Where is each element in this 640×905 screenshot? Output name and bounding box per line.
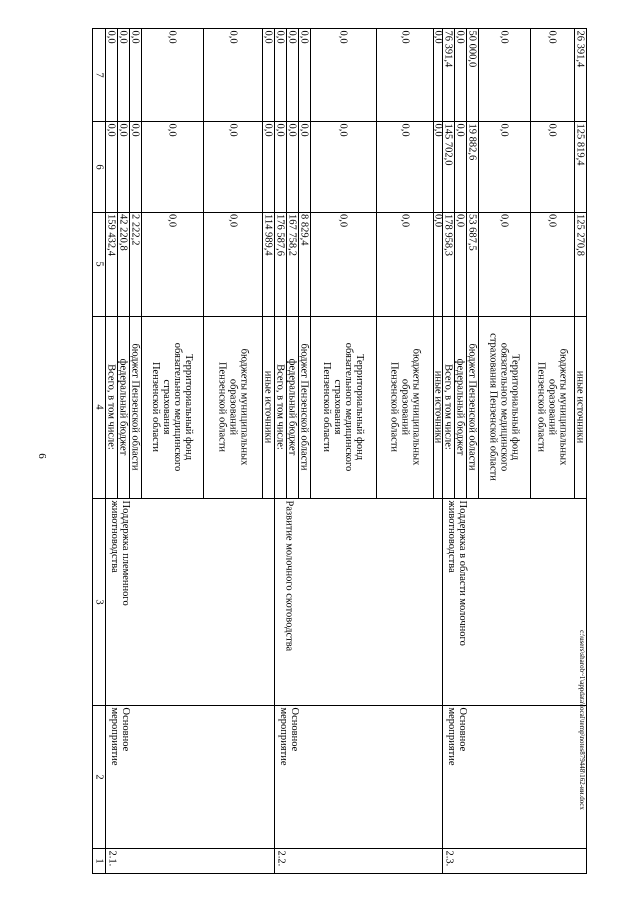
block-3-source-2	[454, 316, 466, 498]
header-col-4-text: 4	[93, 404, 104, 410]
block-2-source-2	[286, 316, 298, 498]
block-2-source-1-text: Всего, в том числе:	[274, 364, 286, 450]
block-2-value7-1	[274, 28, 286, 121]
block-1-value7-3	[129, 28, 141, 121]
block-3-type	[442, 705, 472, 848]
block-3-value6-2-text: 0,0	[454, 123, 466, 137]
block-2-value6-6-text: 0,0	[432, 123, 443, 137]
block-2-value5-3	[298, 212, 310, 316]
block-3-value6-4-text: 0,0	[498, 123, 510, 137]
block-1-source-4-text: Территориальный фонд обязательного медицинского страхования Пензенской области	[150, 342, 194, 472]
block-3-source-1-text: Всего, в том числе:	[442, 364, 454, 450]
block-1-source-1	[105, 316, 117, 498]
block-3-value7-6-text: 26 391,4	[574, 30, 586, 67]
block-3-value6-6	[574, 121, 586, 212]
block-2-number-text: 2.2.	[275, 850, 287, 866]
block-1-value5-2-text: 42 220,8	[117, 214, 129, 251]
block-2-value5-2-text: 167 758,2	[286, 214, 298, 256]
block-3-source-6-text: иные источники	[574, 370, 586, 444]
block-1-value6-5-text: 0,0	[227, 123, 238, 137]
block-3-source-2-text: федеральный бюджет	[454, 358, 466, 456]
block-3-value5-5	[530, 212, 574, 316]
block-2-value6-4	[310, 121, 376, 212]
block-2-source-5	[376, 316, 433, 498]
block-1-value7-6-text: 0,0	[262, 30, 274, 44]
block-3-value6-3-text: 19 882,6	[466, 123, 478, 160]
block-1-value5-1-text: 159 432,4	[105, 214, 117, 256]
block-2-value6-6	[433, 121, 442, 212]
block-2-value5-6	[433, 212, 442, 316]
block-3-type-text: Основное мероприятие	[446, 707, 468, 765]
block-3-value7-1-text: 76 391,4	[442, 30, 454, 67]
block-3-number-text: 2.3.	[443, 850, 455, 866]
block-3-value7-5-text: 0,0	[546, 30, 558, 44]
block-1-value5-6	[262, 212, 274, 316]
block-1-value6-2	[117, 121, 129, 212]
block-2-source-6-text: иные источники	[432, 370, 443, 444]
header-col-1	[92, 848, 105, 873]
block-2-value7-2-text: 0,0	[286, 30, 298, 44]
header-col-3	[92, 498, 105, 705]
block-1-value5-4-text: 0,0	[166, 214, 178, 228]
block-2-value5-1	[274, 212, 286, 316]
block-3-number	[442, 848, 456, 873]
block-2-value5-3-text: 8 829,4	[298, 214, 310, 246]
block-1-value5-5-text: 0,0	[227, 214, 238, 228]
block-1-name-text: Поддержка племенного животноводства	[109, 500, 131, 606]
block-1-value6-5	[203, 121, 262, 212]
block-3-value5-6	[574, 212, 586, 316]
block-3-value6-3	[466, 121, 478, 212]
block-1-value5-3	[129, 212, 141, 316]
block-1-value7-5	[203, 28, 262, 121]
block-1-value6-1	[105, 121, 117, 212]
block-2-value7-5-text: 0,0	[399, 30, 410, 44]
block-1-source-2	[117, 316, 129, 498]
block-3-name	[442, 498, 472, 705]
block-1-value5-5	[203, 212, 262, 316]
block-2-value5-1-text: 176 587,6	[274, 214, 286, 256]
table-rule	[92, 873, 587, 874]
header-col-3-text: 3	[93, 598, 104, 605]
block-2-value5-6-text: 0,0	[432, 214, 443, 228]
block-3-value6-2	[454, 121, 466, 212]
block-1-value6-2-text: 0,0	[117, 123, 129, 137]
block-3-source-5-text: бюджеты муниципальных образований Пензенской области	[535, 348, 569, 466]
block-2-value6-4-text: 0,0	[337, 123, 349, 137]
table-rule	[92, 498, 586, 499]
table-rule	[586, 28, 587, 873]
block-1-value5-4	[141, 212, 203, 316]
block-2-source-3	[298, 316, 310, 498]
block-1-value5-2	[117, 212, 129, 316]
block-1-type	[105, 705, 135, 848]
block-2-value6-2-text: 0,0	[286, 123, 298, 137]
header-col-1-text: 1	[93, 857, 104, 864]
block-1-value7-5-text: 0,0	[227, 30, 238, 44]
block-3-source-4	[478, 316, 530, 498]
block-1-value7-4-text: 0,0	[166, 30, 178, 44]
block-3-value7-1	[442, 28, 454, 121]
block-3-value6-4	[478, 121, 530, 212]
block-1-value7-3-text: 0,0	[129, 30, 141, 44]
block-2-value5-5	[376, 212, 433, 316]
block-1-value7-1	[105, 28, 117, 121]
block-2-value6-1	[274, 121, 286, 212]
block-3-value7-2	[454, 28, 466, 121]
header-col-6	[92, 121, 105, 212]
block-3-source-3-text: бюджет Пензенской области	[466, 343, 478, 471]
block-1-value6-3	[129, 121, 141, 212]
header-col-2	[92, 705, 105, 848]
block-2-value5-4-text: 0,0	[337, 214, 349, 228]
block-1-value7-1-text: 0,0	[105, 30, 117, 44]
block-2-value6-1-text: 0,0	[274, 123, 286, 137]
block-2-value7-4-text: 0,0	[337, 30, 349, 44]
block-2-name-text: Развитие молочного скотоводства	[283, 500, 295, 651]
block-2-value6-5-text: 0,0	[399, 123, 410, 137]
block-2-type-text: Основное мероприятие	[278, 707, 300, 765]
block-3-value5-1-text: 178 958,3	[442, 214, 454, 256]
header-col-5-text: 5	[93, 261, 104, 267]
block-3-value5-3	[466, 212, 478, 316]
block-1-source-5-text: бюджеты муниципальных образований Пензенской области	[216, 348, 249, 466]
block-3-value6-1-text: 145 702,0	[442, 123, 454, 165]
block-3-source-5	[530, 316, 574, 498]
page-number: 6	[36, 453, 48, 459]
block-3-value7-4-text: 0,0	[498, 30, 510, 44]
block-2-value7-1-text: 0,0	[274, 30, 286, 44]
block-3-value6-1	[442, 121, 454, 212]
table-rule	[92, 848, 586, 849]
header-col-2-text: 2	[93, 773, 104, 780]
block-2-value5-5-text: 0,0	[399, 214, 410, 228]
block-3-source-3	[466, 316, 478, 498]
block-1-value7-2	[117, 28, 129, 121]
block-1-source-3-text: бюджет Пензенской области	[129, 343, 141, 471]
block-3-value6-5	[530, 121, 574, 212]
block-2-source-4-text: Территориальный фонд обязательного медицинского страхования Пензенской области	[321, 342, 365, 472]
block-2-value7-6	[433, 28, 442, 121]
block-1-name	[105, 498, 135, 705]
block-2-value7-2	[286, 28, 298, 121]
header-col-4	[92, 316, 105, 498]
block-1-source-3	[129, 316, 141, 498]
block-1-value6-3-text: 0,0	[129, 123, 141, 137]
block-3-value7-3	[466, 28, 478, 121]
block-3-value5-2	[454, 212, 466, 316]
header-col-7-text: 7	[93, 71, 104, 78]
block-1-value5-3-text: 2 222,2	[129, 214, 141, 246]
block-2-type	[274, 705, 304, 848]
block-2-source-1	[274, 316, 286, 498]
block-2-source-3-text: бюджет Пензенской области	[298, 343, 310, 471]
block-3-value5-6-text: 125 270,8	[574, 214, 586, 256]
block-3-value7-3-text: 50 000,0	[466, 30, 478, 67]
block-2-value7-4	[310, 28, 376, 121]
block-3-value5-4-text: 0,0	[498, 214, 510, 228]
file-path-footer: c:\users\sharob~1\appdata\local\temp\notes879448\162-ии.docx	[578, 630, 586, 810]
block-3-source-1	[442, 316, 454, 498]
block-1-value6-4	[141, 121, 203, 212]
block-3-value6-5-text: 0,0	[546, 123, 558, 137]
block-1-value7-2-text: 0,0	[117, 30, 129, 44]
block-3-value7-2-text: 0,0	[454, 30, 466, 44]
block-3-value5-2-text: 0,0	[454, 214, 466, 228]
block-1-value7-6	[262, 28, 274, 121]
block-1-number-text: 2.1.	[106, 850, 118, 866]
block-2-value7-5	[376, 28, 433, 121]
block-1-value6-6-text: 0,0	[262, 123, 274, 137]
block-2-value6-5	[376, 121, 433, 212]
block-1-value6-1-text: 0,0	[105, 123, 117, 137]
table-rule	[92, 705, 586, 706]
block-3-value7-5	[530, 28, 574, 121]
block-2-source-5-text: бюджеты муниципальных образований Пензенской области	[388, 348, 421, 466]
header-col-6-text: 6	[93, 163, 104, 170]
block-2-value7-6-text: 0,0	[432, 30, 443, 44]
block-1-value5-6-text: 114 989,4	[262, 214, 274, 256]
block-1-source-1-text: Всего, в том числе:	[105, 364, 117, 450]
block-1-number	[105, 848, 119, 873]
block-3-source-4-text: Территориальный фонд обязательного медицинского страхования Пензенской области	[487, 333, 521, 481]
block-1-source-5	[203, 316, 262, 498]
block-2-value7-3	[298, 28, 310, 121]
block-3-value5-4	[478, 212, 530, 316]
block-2-value5-2	[286, 212, 298, 316]
block-3-value5-1	[442, 212, 454, 316]
block-2-value7-3-text: 0,0	[298, 30, 310, 44]
block-1-value6-6	[262, 121, 274, 212]
block-3-value6-6-text: 125 819,4	[574, 123, 586, 165]
block-1-source-2-text: федеральный бюджет	[117, 358, 129, 456]
block-2-source-4	[310, 316, 376, 498]
block-3-source-6	[574, 316, 586, 498]
block-2-value6-3-text: 0,0	[298, 123, 310, 137]
block-3-value5-3-text: 53 687,5	[466, 214, 478, 251]
block-1-value7-4	[141, 28, 203, 121]
header-col-7	[92, 28, 105, 121]
block-2-number	[274, 848, 288, 873]
block-2-source-2-text: федеральный бюджет	[286, 358, 298, 456]
block-2-source-6	[433, 316, 442, 498]
block-1-source-6	[262, 316, 274, 498]
block-3-value7-6	[574, 28, 586, 121]
block-2-value5-4	[310, 212, 376, 316]
block-2-name	[274, 498, 304, 705]
block-1-type-text: Основное мероприятие	[109, 707, 131, 765]
header-col-5	[92, 212, 105, 316]
block-3-value5-5-text: 0,0	[546, 214, 558, 228]
block-1-value6-4-text: 0,0	[166, 123, 178, 137]
block-1-source-6-text: иные источники	[262, 370, 274, 444]
block-1-value5-1	[105, 212, 117, 316]
block-3-name-text: Поддержка в области молочного животноводства	[446, 500, 468, 646]
block-2-value6-2	[286, 121, 298, 212]
block-1-source-4	[141, 316, 203, 498]
block-2-value6-3	[298, 121, 310, 212]
block-3-value7-4	[478, 28, 530, 121]
